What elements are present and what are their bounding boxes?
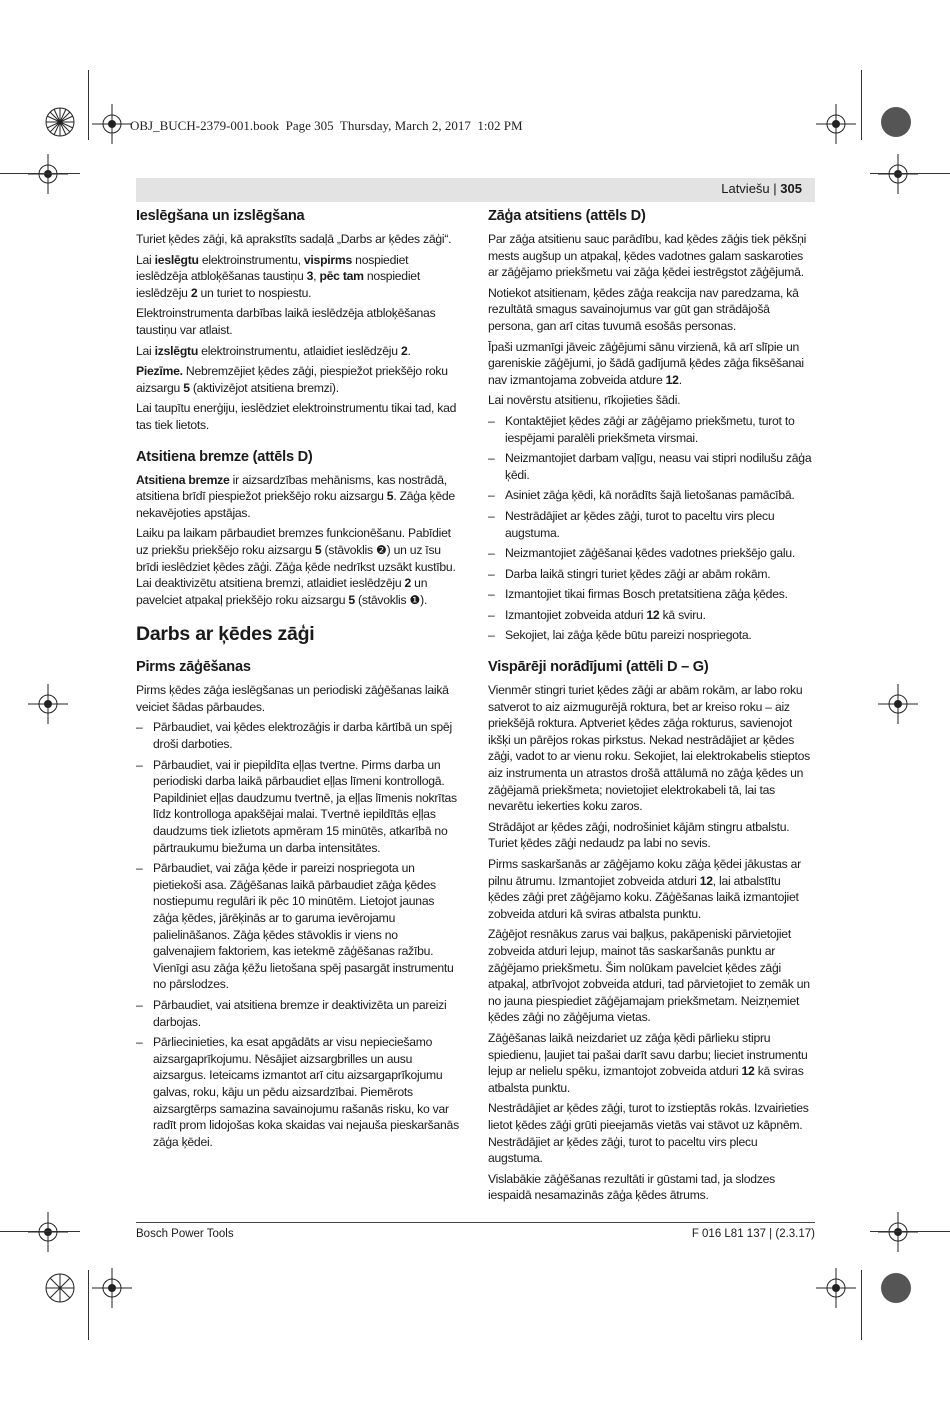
list-item: – Pārbaudiet, vai zāģa ķēde ir pareizi nospriegota un pietiekoši asa. Zāģēšanas laikā pārbaudiet zāģa ķēdes nostiepumu regulāri ik pēc 10 minūtēm. Lietojot jaunas zāģa ķēdes, jārēķinās ar to garuma ievērojamu palielināšanos. Zāģa ķēdes stāvoklis ir viens no galvenajiem faktoriem, kas ietekmē zāģēšanas ražību. Vienīgi asu zāģa ķēžu lietošana spēj pasargāt instrumentu no pārslodzes. [136,860,461,993]
crosshair-mark-bottom-center-left [92,1268,132,1308]
paragraph: Vislabākie zāģēšanas rezultāti ir gūstami tad, ja slodzes iespaidā nesamazinās zāģa ķēdes ātrums. [488,1171,775,1203]
section-heading-kickback-brake: Atsitiena bremze (attēls D) [136,448,313,465]
paragraph: Laiku pa laikam pārbaudiet bremzes funkcionēšanu. Pabīdiet uz priekšu priekšējo roku aizsargu 5 (stāvoklis ❷) un uz īsu brīdi ieslēdziet ķēdes zāģi. Zāģa ķēde nedrīkst uzsākt kustību. Lai deaktivizētu atsitiena bremzi, atlaidiet ieslēdzēju 2 un pavelciet atpakaļ priekšējo roku aizsargu 5 (stāvoklis ❶). [136,526,456,607]
crop-mark [870,1231,950,1232]
paragraph: Atsitiena bremze ir aizsardzības mehānisms, kas nostrādā, atsitiena brīdī piespiežot priekšējo roku aizsargu 5. Zāģa ķēde nekavējoties apstājas. [136,472,455,520]
registration-mark-top-right [876,100,916,144]
crosshair-mark-top-center-right [816,104,856,144]
left-column [136,207,461,1154]
header-separator: | [773,181,777,196]
crosshair-mark-left-middle [28,684,68,724]
list-item: – Sekojiet, lai zāģa ķēde būtu pareizi nospriegota. [488,627,813,644]
crop-mark [88,1270,89,1340]
list-item: – Pārliecinieties, ka esat apgādāts ar visu nepieciešamo aizsargaprīkojumu. Nēsājiet aizsargbrilles un ausu aizsargus. Ieteicams izmantot arī citu aizsargaprīkojumu galvas, roku, kāju un pēdu aizsardzībai. Piemērots aizsargtērps samazina savainojumu rašanās risku, ko var radīt prom lidojošas koka skaidas vai nejauša pieskaršanās zāģa ķēdei. [136,1034,461,1150]
registration-mark-top-left [40,100,80,144]
list-item: – Pārbaudiet, vai ķēdes elektrozāģis ir darba kārtībā un spēj droši darboties. [136,719,461,752]
list-item: – Neizmantojiet zāģēšanai ķēdes vadotnes priekšējo galu. [488,545,813,562]
registration-mark-bottom-left [40,1266,80,1310]
paragraph: Strādājot ar ķēdes zāģi, nodrošiniet kājām stingru atbalstu. Turiet ķēdes zāģi nedaudz pa labi no sevis. [488,819,790,851]
crop-mark [0,173,80,174]
paragraph: Vienmēr stingri turiet ķēdes zāģi ar abām rokām, ar labo roku satverot to aiz aizmugurējā roktura, bet ar kreiso roku – aiz priekšējā roktura. Aptveriet ķēdes zāģa rokturus, savienojot ikšķi un pārējos rokas pirkstus. Nekad nestrādājiet ar ķēdes zāģi, vadot to ar vienu roku. Sekojiet, lai elektrokabelis stieptos aiz instrumenta un atrastos drošā attālumā no zāģa ķēdes un zāģējamā priekšmeta; novietojiet elektrokabeli tā, lai tas nevarētu iekerties koku zaros. [488,683,810,814]
list-item: – Kontaktējiet ķēdes zāģi ar zāģējamo priekšmetu, turot to iespējami paralēli priekšmeta virsmai. [488,413,813,446]
crosshair-mark-right-lower [878,1212,918,1252]
footer-rule [136,1222,815,1223]
paragraph: Elektroinstrumenta darbības laikā ieslēdzēja atbloķēšanas taustiņu var atlaist. [136,306,436,337]
crosshair-mark-left-upper [28,154,68,194]
list-item: – Pārbaudiet, vai atsitiena bremze ir deaktivizēta un pareizi darbojas. [136,997,461,1030]
paragraph: Turiet ķēdes zāģi, kā aprakstīts sadaļā „Darbs ar ķēdes zāģi“. [136,232,452,246]
list-item: – Izmantojiet tikai firmas Bosch pretatsitiena zāģa ķēdes. [488,586,813,603]
paragraph: Pirms ķēdes zāģa ieslēgšanas un periodiski zāģēšanas laikā veiciet šādas pārbaudes. [136,683,449,714]
paragraph: Īpaši uzmanīgi jāveic zāģējumi sānu virzienā, kā arī slīpie un gareniskie zāģējumi, jo šādā gadījumā ķēdes zāģa fiksēšanai nav izmantojama zobveida atdure 12. [488,339,804,387]
print-info-line: OBJ_BUCH-2379-001.book Page 305 Thursday, March 2, 2017 1:02 PM [130,118,523,133]
paragraph: Lai ieslēgtu elektroinstrumentu, vispirms nospiediet ieslēdzēja atbloķēšanas taustiņu 3, pēc tam nospiediet ieslēdzēju 2 un turiet to nospiestu. [136,252,420,300]
paragraph: Notiekot atsitienam, ķēdes zāģa reakcija nav paredzama, kā rezultātā smagus savainojumus var gūt gan strādājošā persona, gan arī citas tuvumā esošās personas. [488,285,799,333]
footer-brand: Bosch Power Tools [136,1228,234,1240]
footer-doc-id: F 016 L81 137 | (2.3.17) [691,1228,815,1240]
list-item: – Izmantojiet zobveida atduri 12 kā sviru. [488,607,813,624]
paragraph: Zāģēšanas laikā neizdariet uz zāģa ķēdi pārlieku stipru spiedienu, ļaujiet tai pašai darīt savu darbu; lieciet instrumentu lejup ar nelielu spēku, izmantojot zobveida atduri 12 kā sviras atbalsta punktu. [488,1030,808,1095]
paragraph: Lai taupītu enerģiju, ieslēdziet elektroinstrumentu tikai tad, kad tas tiek lietots. [136,401,457,432]
crosshair-mark-right-upper [878,154,918,194]
registration-mark-bottom-right [876,1266,916,1310]
list-item: – Asiniet zāģa ķēdi, kā norādīts šajā lietošanas pamācībā. [488,487,813,504]
paragraph: Zāģējot resnākus zarus vai baļķus, pakāpeniski pārvietojiet zobveida atduri lejup, mainot tās saskaršanās punktu ar zāģējamo priekšmetu. Šim nolūkam pavelciet ķēdes zāģi atpakaļ, atbrīvojot zobveida atduri, tad pārvietojiet to zemāk un no jauna piespiediet zāģējamajam priekšmetam. Neizņemiet ķēdes zāģi no zāģējuma vietas. [488,927,810,1025]
page-number: 305 [780,181,802,196]
section-heading-switching: Ieslēgšana un izslēgšana [136,208,305,224]
list-item: – Neizmantojiet darbam vaļīgu, neasu vai stipri nodilušu zāģa ķēdi. [488,450,813,483]
crosshair-mark-right-middle [878,684,918,724]
section-heading-kickback: Zāģa atsitiens (attēls D) [488,208,646,224]
checklist [136,719,461,1150]
list-item: – Pārbaudiet, vai ir piepildīta eļļas tvertne. Pirms darba un periodiski darba laikā pārbaudiet eļļas līmeni kontrollogā. Papildiniet eļļas daudzumu tvertnē, ja eļļas līmenis nokrītas līdz kontrolloga apakšējai malai. Tvertnē iepildītās eļļas daudzums tiek izlietots apmēram 15 minūtēs, atkarībā no pārtraukumu biežuma un darba intensitātes. [136,757,461,857]
list-item: – Darba laikā stingri turiet ķēdes zāģi ar abām rokām. [488,566,813,583]
crosshair-mark-left-lower [28,1212,68,1252]
crosshair-mark-top-center-left [92,104,132,144]
paragraph: Lai novērstu atsitienu, rīkojieties šādi. [488,393,681,408]
chapter-heading: Darbs ar ķēdes zāģi [136,623,315,646]
right-column [488,207,813,1208]
paragraph: Lai izslēgtu elektroinstrumentu, atlaidiet ieslēdzēju 2. [136,343,411,358]
crosshair-mark-bottom-center-right [816,1268,856,1308]
crop-mark [0,1231,80,1232]
crop-mark [861,1270,862,1340]
header-language: Latviešu [721,181,770,196]
crop-mark [870,173,950,174]
section-heading-general-notes: Vispārēji norādījumi (attēli D – G) [488,659,709,676]
crop-mark [88,70,89,140]
paragraph: Par zāģa atsitienu sauc parādību, kad ķēdes zāģis tiek pēkšņi mests augšup un atpakaļ, ķēdes vadotnes galam saskaroties ar zāģējamo priekšmetu vai zāģa ķēdei iestrēgstot zāģējumā. [488,232,807,280]
crop-mark [861,70,862,140]
note-paragraph: Piezīme. Nebremzējiet ķēdes zāģi, piespiežot priekšējo roku aizsargu 5 (aktivizējot atsitiena bremzi). [136,364,448,395]
page-header [721,181,802,196]
section-heading-before-sawing: Pirms zāģēšanas [136,659,251,676]
list-item: – Nestrādājiet ar ķēdes zāģi, turot to paceltu virs plecu augstuma. [488,508,813,541]
paragraph: Pirms saskaršanās ar zāģējamo koku zāģa ķēdei jākustas ar pilnu ātrumu. Izmantojiet zobveida atduri 12, lai atbalstītu ķēdes zāģi pret zāģējamo koku. Zāģēšanas laikā izmantojiet zobveida atduri kā sviras atbalsta punktu. [488,857,801,921]
paragraph: Nestrādājiet ar ķēdes zāģi, turot to izstieptās rokās. Izvairieties lietot ķēdes zāģi grūti pieejamās vietās vai stāvot uz kāpnēm. Nestrādājiet ar ķēdes zāģi, turot to paceltu virs plecu augstuma. [488,1101,809,1166]
kickback-list [488,413,813,644]
header-band [136,178,815,202]
